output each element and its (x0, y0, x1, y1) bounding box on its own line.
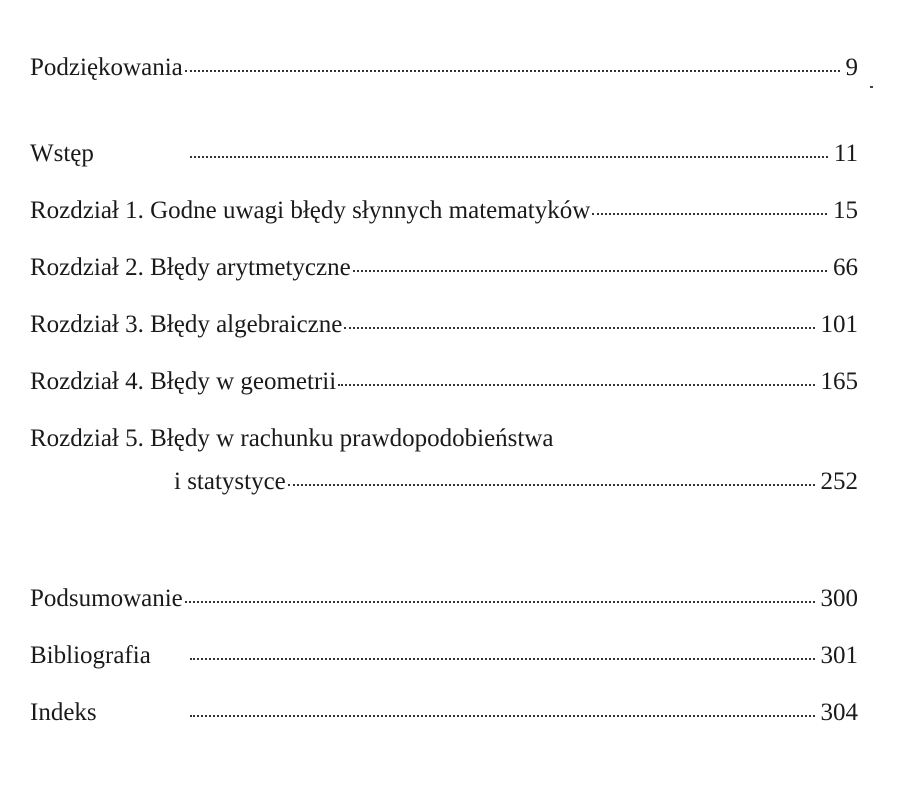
toc-entry-page: 301 (820, 642, 858, 669)
toc-entry-chapter-3[interactable] (30, 311, 858, 345)
dot-leader (288, 484, 815, 486)
toc-entry-chapter-1[interactable] (30, 197, 858, 231)
dot-leader (190, 658, 815, 660)
toc-entry-title: Rozdział 4. Błędy w geometrii (30, 368, 337, 395)
dot-leader (185, 70, 840, 72)
toc-entry-page: 304 (820, 699, 858, 726)
toc-entry-index[interactable] (30, 699, 858, 733)
toc-entry-acknowledgements[interactable] (30, 54, 858, 88)
toc-entry-title: Rozdział 1. Godne uwagi błędy słynnych matematyków (30, 197, 591, 224)
toc-entry-page: 252 (820, 468, 858, 495)
toc-entry-title: Podsumowanie (30, 585, 183, 612)
toc-entry-title: Podziękowania (30, 54, 183, 81)
toc-entry-summary[interactable] (30, 585, 858, 619)
toc-entry-page: 300 (820, 585, 858, 612)
toc-entry-title: Indeks (30, 699, 97, 726)
toc-entry-page: 66 (833, 254, 858, 281)
scan-speck (870, 86, 873, 88)
toc-entry-page: 15 (833, 197, 858, 224)
dot-leader (344, 327, 814, 329)
toc-entry-title: Rozdział 2. Błędy arytmetyczne (30, 254, 351, 281)
toc-entry-title-line2: i statystyce (174, 468, 286, 495)
toc-entry-title-line1: Rozdział 5. Błędy w rachunku prawdopodobieństwa (30, 425, 554, 452)
toc-entry-page: 11 (833, 140, 858, 167)
dot-leader (592, 213, 827, 215)
toc-entry-page: 9 (845, 54, 858, 81)
toc-entry-bibliography[interactable] (30, 642, 858, 676)
toc-entry-chapter-2[interactable] (30, 254, 858, 288)
toc-entry-chapter-5-line2 (174, 468, 858, 502)
toc-entry-title: Wstęp (30, 140, 94, 167)
toc-entry-introduction[interactable] (30, 140, 858, 174)
dot-leader (190, 156, 828, 158)
toc-entry-title: Bibliografia (30, 642, 151, 669)
dot-leader (338, 384, 814, 386)
toc-entry-page: 165 (820, 368, 858, 395)
toc-entry-title: Rozdział 3. Błędy algebraiczne (30, 311, 343, 338)
dot-leader (353, 270, 827, 272)
dot-leader (190, 715, 815, 717)
dot-leader (185, 601, 815, 603)
toc-entry-page: 101 (820, 311, 858, 338)
toc-entry-chapter-4[interactable] (30, 368, 858, 402)
